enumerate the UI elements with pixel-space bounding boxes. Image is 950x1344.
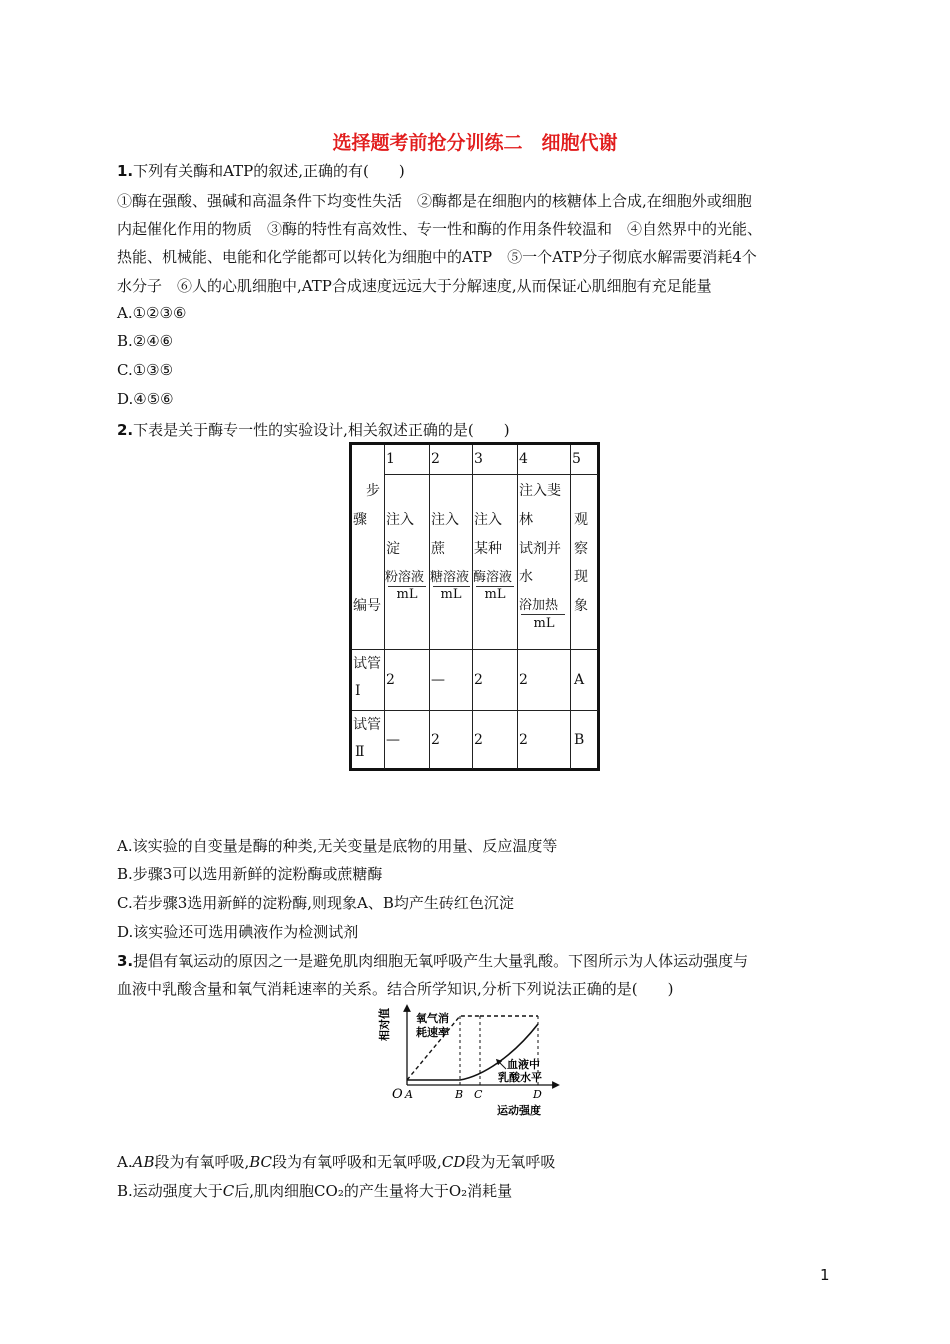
step3-text: 注入 xyxy=(474,512,502,528)
q1-number: 1. xyxy=(117,162,134,180)
row-header: 编号 xyxy=(353,598,381,614)
q1-body-line: 内起催化作用的物质 ③酶的特性有高效性、专一性和酶的作用条件较温和 ④自然界中的光能、 xyxy=(117,220,763,238)
page-number: 1 xyxy=(820,1266,830,1284)
q1-body-line: 水分子 ⑥人的心肌细胞中,ATP合成速度远远大于分解速度,从而保证心肌细胞有充足能量 xyxy=(117,277,712,295)
table-rule xyxy=(384,445,385,769)
q3-option-a-text: 段为有氧呼吸, xyxy=(154,1153,250,1171)
q1-body-line: ①酶在强酸、强碱和高温条件下均变性失活 ②酶都是在细胞内的核糖体上合成,在细胞外或细胞 xyxy=(117,192,752,210)
col-number: 1 xyxy=(386,451,395,467)
step1-text: 注入 xyxy=(386,512,414,528)
lactate-label: 乳酸水平 xyxy=(498,1071,542,1084)
q3-number: 3. xyxy=(117,952,134,970)
q3-option-a-text: 段为有氧呼吸和无氧呼吸, xyxy=(272,1153,442,1171)
table-rule xyxy=(352,649,598,650)
step5-text: 观 xyxy=(574,512,588,528)
row-label: 试管 xyxy=(353,717,381,733)
row-label: Ⅰ xyxy=(355,683,361,699)
table-cell: 2 xyxy=(431,732,440,748)
step2-text: 注入 xyxy=(431,512,459,528)
q2-option-b[interactable]: B.步骤3可以选用新鲜的淀粉酶或蔗糖酶 xyxy=(117,865,383,883)
step5-text: 象 xyxy=(574,598,588,614)
segment-bc: BC xyxy=(249,1153,273,1171)
tick-c: C xyxy=(474,1088,483,1101)
table-cell: A xyxy=(574,672,585,688)
q2-option-a[interactable]: A.该实验的自变量是酶的种类,无关变量是底物的用量、反应温度等 xyxy=(117,837,558,855)
row-header: 骤 xyxy=(353,512,367,528)
q3-option-a-prefix: A. xyxy=(117,1153,133,1171)
q1-option-d[interactable]: D.④⑤⑥ xyxy=(117,390,174,408)
q1-stem-text: 下列有关酶和ATP的叙述,正确的有( ) xyxy=(133,162,405,180)
step4-text: 林 xyxy=(519,512,533,528)
x-axis-label: 运动强度 xyxy=(497,1104,541,1117)
experiment-table xyxy=(349,442,600,771)
q3-option-b[interactable] xyxy=(117,1180,512,1201)
lactate-pointer xyxy=(498,1061,506,1069)
step4-text: 试剂并 xyxy=(519,541,561,557)
table-cell: 2 xyxy=(386,672,395,688)
table-rule xyxy=(517,445,518,769)
step1-unit: mL xyxy=(396,587,418,602)
q1-stem xyxy=(117,160,405,181)
row-label: 试管 xyxy=(353,656,381,672)
step5-text: 察 xyxy=(574,541,588,557)
q2-stem xyxy=(117,419,510,440)
step4-unit: mL xyxy=(533,616,555,631)
lactate-label: 血液中 xyxy=(507,1058,540,1071)
table-cell: — xyxy=(431,672,445,688)
q2-option-c[interactable]: C.若步骤3选用新鲜的淀粉酶,则现象A、B均产生砖红色沉淀 xyxy=(117,894,514,912)
step4-text: 水 xyxy=(519,569,533,585)
step3-unit: mL xyxy=(484,587,506,602)
q3-option-b-text: 后,肌肉细胞CO₂的产生量将大于O₂消耗量 xyxy=(234,1182,513,1200)
table-rule xyxy=(429,445,430,769)
y-axis-label: 相对值 xyxy=(378,1008,391,1041)
table-cell: B xyxy=(574,732,585,748)
step3-text: 酶溶液 xyxy=(473,570,513,585)
step1-text: 粉溶液 xyxy=(385,570,425,585)
step5-text: 现 xyxy=(574,569,588,585)
table-cell: 2 xyxy=(474,732,483,748)
step2-text: 糖溶液 xyxy=(430,570,470,585)
segment-cd: CD xyxy=(441,1153,466,1171)
q2-stem-text: 下表是关于酶专一性的实验设计,相关叙述正确的是( ) xyxy=(133,421,510,439)
q1-option-b[interactable]: B.②④⑥ xyxy=(117,332,174,350)
col-number: 4 xyxy=(519,451,528,467)
tick-b: B xyxy=(455,1088,464,1101)
q3-option-b-prefix: B.运动强度大于 xyxy=(117,1182,223,1200)
table-cell: — xyxy=(386,732,400,748)
table-rule xyxy=(352,710,598,711)
col-number: 3 xyxy=(474,451,483,467)
table-cell: 2 xyxy=(519,732,528,748)
exercise-chart xyxy=(378,1006,560,1124)
step2-unit: mL xyxy=(440,587,462,602)
step1-text: 淀 xyxy=(386,541,400,557)
q2-number: 2. xyxy=(117,421,134,439)
q3-stem-line: 血液中乳酸含量和氧气消耗速率的关系。结合所学知识,分析下列说法正确的是( ) xyxy=(117,980,674,998)
row-label: Ⅱ xyxy=(355,744,365,760)
table-cell: 2 xyxy=(474,672,483,688)
o2-label: 耗速率 xyxy=(416,1026,449,1039)
q1-option-a[interactable]: A.①②③⑥ xyxy=(117,304,187,322)
q1-option-c[interactable]: C.①③⑤ xyxy=(117,361,174,379)
table-rule xyxy=(384,474,598,475)
q3-option-a-text: 段为无氧呼吸 xyxy=(465,1153,556,1171)
table-rule xyxy=(570,445,571,769)
q3-option-a[interactable] xyxy=(117,1151,555,1172)
col-number: 5 xyxy=(572,451,581,467)
tick-d: D xyxy=(533,1088,542,1101)
q3-stem-text: 提倡有氧运动的原因之一是避免肌肉细胞无氧呼吸产生大量乳酸。下图所示为人体运动强度与 xyxy=(133,952,749,970)
tick-a: A xyxy=(405,1088,413,1101)
page-title: 选择题考前抢分训练二 细胞代谢 xyxy=(332,132,618,154)
step2-text: 蔗 xyxy=(431,541,445,557)
step3-text: 某种 xyxy=(474,541,502,557)
table-cell: 2 xyxy=(519,672,528,688)
point-c: C xyxy=(222,1182,235,1200)
row-header: 步 xyxy=(366,483,380,499)
fraction-bar xyxy=(521,614,565,615)
table-rule xyxy=(472,445,473,769)
step4-text: 浴加热 xyxy=(519,598,559,613)
q1-body-line: 热能、机械能、电能和化学能都可以转化为细胞中的ATP ⑤一个ATP分子彻底水解需要消耗4个 xyxy=(117,248,757,266)
step4-text: 注入斐 xyxy=(519,483,561,499)
q2-option-d[interactable]: D.该实验还可选用碘液作为检测试剂 xyxy=(117,923,359,941)
o2-label: 氧气消 xyxy=(416,1012,449,1025)
col-number: 2 xyxy=(431,451,440,467)
q3-stem xyxy=(117,950,748,971)
origin-label: O xyxy=(392,1087,403,1102)
segment-ab: AB xyxy=(132,1153,155,1171)
